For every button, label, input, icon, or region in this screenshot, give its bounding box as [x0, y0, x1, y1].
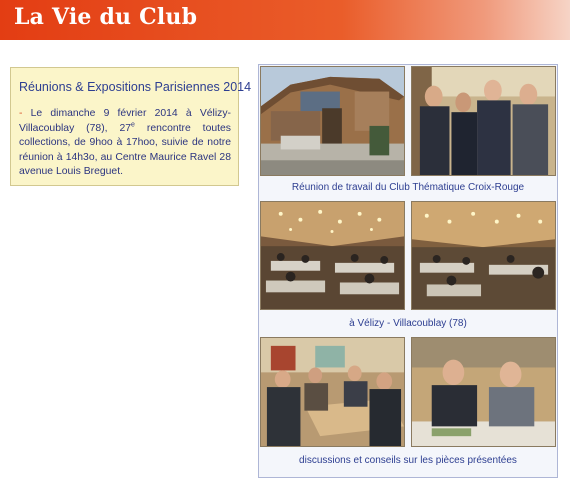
photo-hall-left [260, 201, 405, 310]
info-text [19, 107, 231, 180]
info-text-part1: Le dimanche 9 février 2014 à Vélizy-Villacoublay (78), 27 [19, 108, 231, 134]
dash-mark: - [19, 108, 31, 119]
photo-building [260, 66, 405, 176]
photo-panel [258, 64, 558, 478]
info-text-part2: rencontre toutes collections, de 9hoo à 17hoo, suivie de notre réunion à 14h3o, au Centre Maurice Ravel 28 avenue Louis Breguet. [19, 122, 231, 178]
caption-row1: Réunion de travail du Club Thématique Croix-Rouge [291, 182, 525, 193]
info-title: Réunions & Expositions Parisiennes 2014 [19, 80, 252, 94]
caption-row2: à Vélizy - Villacoublay (78) [349, 318, 467, 329]
photo-meeting-group [411, 66, 556, 176]
section-header [0, 0, 570, 40]
info-box [10, 67, 252, 186]
photo-table-discussion [260, 337, 405, 447]
photo-hall-right [411, 201, 556, 310]
ordinal-suffix: e [131, 121, 135, 129]
section-title: La Vie du Club [14, 4, 198, 30]
caption-row3: discussions et conseils sur les pièces présentées [299, 455, 517, 466]
photo-two-men [411, 337, 556, 447]
